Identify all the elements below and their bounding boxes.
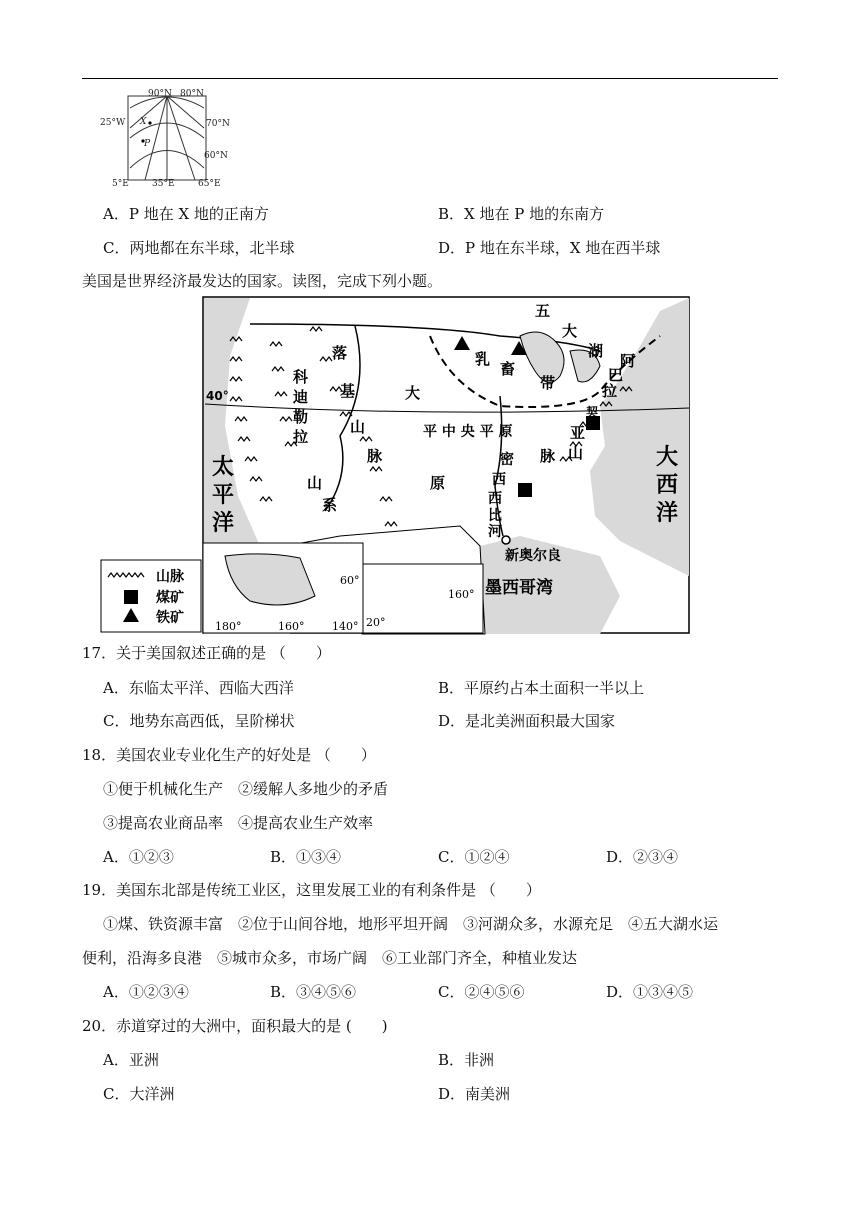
q18-option-c[interactable]: C．①②④	[438, 848, 510, 866]
lbl-25w: 25°W	[100, 118, 126, 128]
lbl-mi: 密	[500, 452, 514, 468]
lbl-ru: 乳	[475, 350, 491, 368]
lbl-le: 勒	[293, 408, 309, 426]
lbl-60n: 60°N	[204, 151, 228, 161]
lbl-65e: 65°E	[198, 179, 221, 189]
lbl-yang2: 洋	[656, 501, 679, 526]
lbl-tai: 太	[212, 455, 235, 480]
q17-option-d[interactable]: D．是北美洲面积最大国家	[438, 712, 616, 730]
lbl-new-orleans: 新奥尔良	[505, 548, 561, 564]
lbl-qi: 契	[586, 405, 599, 419]
legend-coal-label: 煤矿	[156, 590, 184, 606]
lbl-da2: 大	[405, 384, 421, 402]
q18-stem: 18．美国农业专业化生产的好处是 （ ）	[82, 746, 376, 764]
q19-statements-2: 便利，沿海多良港 ⑤城市众多，市场广阔 ⑥工业部门齐全，种植业发达	[82, 949, 578, 967]
lbl-shan: 山	[350, 418, 366, 436]
map-legend	[101, 560, 201, 632]
lbl-xi3: 西	[488, 491, 502, 507]
q19-option-d[interactable]: D．①③④⑤	[606, 983, 694, 1001]
q17-option-b[interactable]: B．平原约占本土面积一半以上	[438, 679, 645, 697]
lbl-da: 大	[562, 322, 578, 340]
q20-stem: 20．赤道穿过的大洲中，面积最大的是 ( )	[82, 1017, 388, 1035]
coal-square-icon	[518, 483, 532, 497]
q20-option-b[interactable]: B．非洲	[438, 1051, 495, 1069]
lbl-inset-160b: 160°	[448, 588, 475, 601]
lbl-hu: 湖	[588, 342, 604, 360]
lbl-80n: 80°N	[180, 89, 204, 99]
lbl-xi2: 西	[492, 472, 506, 488]
q20-option-a[interactable]: A．亚洲	[103, 1051, 159, 1069]
lbl-lat40: 40°	[206, 389, 229, 403]
q17-option-a[interactable]: A．东临太平洋、西临大西洋	[103, 679, 294, 697]
lbl-mai2: 脉	[540, 447, 556, 465]
lbl-bi: 比	[488, 508, 502, 524]
lbl-di: 迪	[293, 388, 309, 406]
lbl-dai: 带	[540, 374, 556, 392]
lbl-la: 拉	[293, 428, 309, 446]
q18-option-d[interactable]: D．②③④	[606, 848, 679, 866]
q18-option-b[interactable]: B．①③④	[270, 848, 342, 866]
polar-grid-map	[100, 88, 235, 190]
legend-mountain-label: 山脉	[156, 569, 184, 585]
q19-stem: 19．美国东北部是传统工业区，这里发展工业的有利条件是 （ ）	[82, 881, 541, 899]
prev-option-d[interactable]: D．P 地在东半球，X 地在西半球	[438, 239, 661, 257]
lbl-yang: 洋	[212, 511, 235, 536]
lbl-inset-20: 20°	[366, 616, 386, 629]
lbl-35e: 35°E	[152, 179, 175, 189]
usa-map	[100, 296, 690, 636]
lbl-x: X	[140, 117, 147, 127]
lbl-90n: 90°N	[148, 89, 172, 99]
q17-stem: 17．关于美国叙述正确的是 （ ）	[82, 644, 331, 662]
q19-option-c[interactable]: C．②④⑤⑥	[438, 983, 525, 1001]
lbl-shan3: 山	[568, 444, 584, 462]
lbl-5e: 5°E	[112, 179, 129, 189]
q19-option-b[interactable]: B．③④⑤⑥	[270, 983, 357, 1001]
lbl-inset-180: 180°	[215, 620, 242, 633]
header-rule	[82, 78, 778, 79]
prev-option-c[interactable]: C．两地都在东半球，北半球	[103, 239, 295, 257]
lbl-la2: 拉	[602, 382, 618, 400]
lbl-central-plain: 平 中 央 平 原	[423, 424, 513, 440]
lbl-ya: 亚	[570, 424, 586, 442]
lbl-da3: 大	[656, 445, 679, 470]
lbl-inset-60: 60°	[340, 574, 360, 587]
lbl-yuan: 原	[430, 474, 446, 492]
prev-option-a[interactable]: A．P 地在 X 地的正南方	[103, 205, 269, 223]
lbl-xi: 系	[322, 496, 338, 514]
lbl-inset-160: 160°	[278, 620, 305, 633]
lbl-ji: 基	[340, 382, 356, 400]
lbl-inset-140: 140°	[332, 620, 359, 633]
lbl-wu: 五	[535, 302, 551, 320]
lbl-he: 河	[488, 524, 502, 540]
lbl-xi4: 西	[656, 473, 679, 498]
q17-option-c[interactable]: C．地势东高西低，呈阶梯状	[103, 712, 295, 730]
lbl-70n: 70°N	[206, 119, 230, 129]
lbl-ba: 巴	[608, 366, 624, 384]
intro-text: 美国是世界经济最发达的国家。读图，完成下列小题。	[82, 272, 443, 290]
lbl-ke: 科	[293, 368, 309, 386]
coal-square-icon	[124, 590, 138, 604]
lbl-mai: 脉	[367, 447, 383, 465]
new-orleans-marker	[502, 536, 510, 544]
q20-option-d[interactable]: D．南美洲	[438, 1085, 511, 1103]
lbl-a: 阿	[620, 352, 636, 370]
q20-option-c[interactable]: C．大洋洲	[103, 1085, 175, 1103]
prev-option-b[interactable]: B．X 地在 P 地的东南方	[438, 205, 605, 223]
q19-option-a[interactable]: A．①②③④	[103, 983, 189, 1001]
q19-statements-1: ①煤、铁资源丰富 ②位于山间谷地，地形平坦开阔 ③河湖众多，水源充足 ④五大湖水运	[103, 915, 719, 933]
lbl-luo: 落	[332, 344, 348, 362]
lbl-shan2: 山	[307, 474, 323, 492]
legend-iron-label: 铁矿	[156, 610, 184, 626]
lbl-gulf: 墨西哥湾	[485, 578, 553, 598]
q18-statements-1: ①便于机械化生产 ②缓解人多地少的矛盾	[103, 780, 389, 798]
lbl-xu: 畜	[500, 360, 516, 378]
lbl-p: P	[144, 139, 151, 149]
q18-statements-2: ③提高农业商品率 ④提高农业生产效率	[103, 814, 374, 832]
q18-option-a[interactable]: A．①②③	[103, 848, 174, 866]
lbl-ping: 平	[212, 483, 235, 508]
